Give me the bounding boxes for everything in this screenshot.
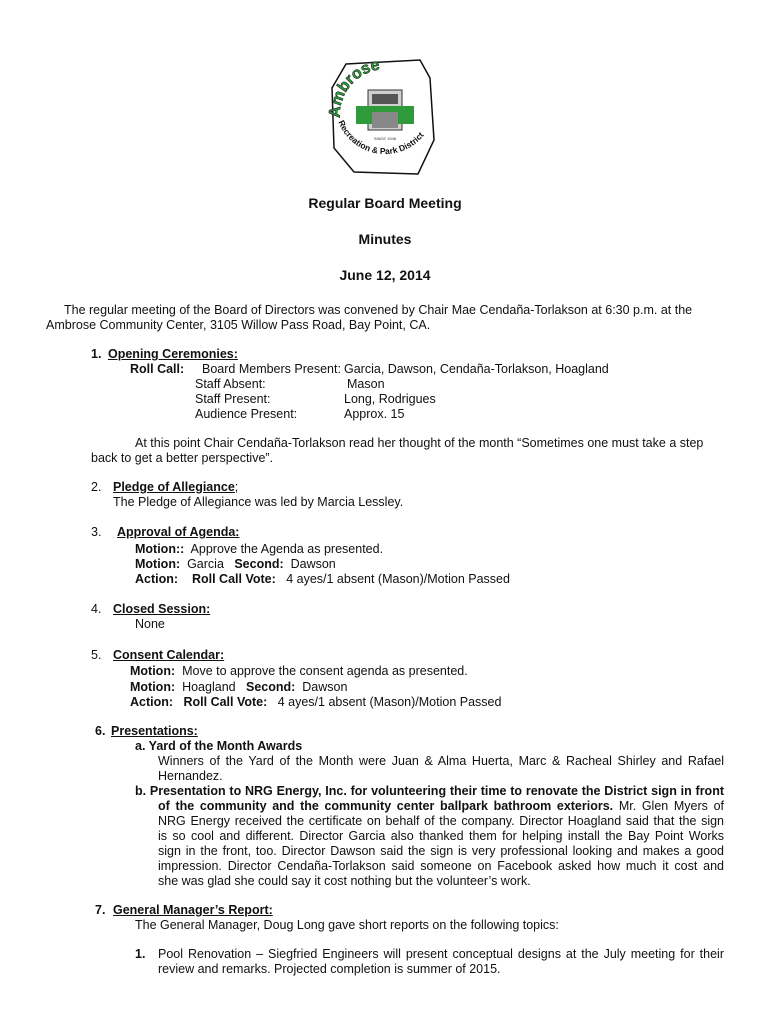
section-5-title: Consent Calendar: (113, 648, 225, 662)
yard-of-month-line-1: Winners of the Yard of the Month were Juan & Alma Huerta, Marc & Racheal Shirley and Rafael (158, 754, 724, 768)
section-7-title: General Manager’s Report: (113, 903, 273, 917)
nrg-line-6: impression. Director Cendaña-Torlakson said someone on Facebook asked how much it cost and (158, 859, 724, 873)
motion-label: Motion:: (135, 542, 185, 556)
roll-call-label-3: Staff Present: (195, 392, 271, 406)
section-4-number: 4. (91, 602, 102, 616)
roll-call-label-2: Staff Absent: (195, 377, 266, 391)
second-label: Second: (234, 557, 284, 571)
action-label: Action: (130, 695, 174, 709)
section-3-title: Approval of Agenda: (117, 525, 240, 539)
section-2-number: 2. (91, 480, 102, 494)
yard-of-month-title: a. Yard of the Month Awards (135, 739, 303, 753)
section-3-motion-2 (135, 557, 336, 572)
section-6-number: 6. (95, 724, 106, 738)
intro-line-1: The regular meeting of the Board of Directors was convened by Chair Mae Cendaña-Torlakson at 6:30 p.m. at the (64, 303, 693, 317)
nrg-line-5: sign in the front, too. Director Dawson said the sign is very professional looking and makes a good (158, 844, 724, 858)
thought-line-1: At this point Chair Cendaña-Torlakson read her thought of the month “Sometimes one must take a step (135, 436, 704, 450)
logo-graphic (326, 48, 444, 178)
nrg-line-2-bold: of the community and the community center ballpark bathroom exteriors. (158, 799, 614, 813)
gm-item-line-2: review and remarks. Projected completion is summer of 2015. (158, 962, 501, 976)
section-2-text: The Pledge of Allegiance was led by Marcia Lessley. (113, 495, 404, 509)
section-4-text: None (135, 617, 165, 631)
section-1-number: 1. (91, 347, 102, 361)
section-2-heading (113, 480, 238, 495)
roll-call-value-3: Long, Rodrigues (344, 392, 436, 406)
nrg-line-2-rest: Mr. Glen Myers of (618, 799, 724, 813)
vote-text: 4 ayes/1 absent (Mason)/Motion Passed (277, 695, 502, 709)
section-2-title: Pledge of Allegiance (113, 480, 235, 494)
section-5-motion-2 (130, 680, 347, 695)
section-3-motion-1 (135, 542, 383, 557)
roll-call-label-4: Audience Present: (195, 407, 298, 421)
section-5-motion-1 (130, 664, 468, 679)
roll-call-value-2: Mason (347, 377, 385, 391)
document-subtitle: Minutes (358, 231, 412, 247)
action-label: Action: (135, 572, 179, 586)
nrg-line-7: she was glad she could say it cost nothing but the volunteer’s work. (158, 874, 531, 888)
nrg-line-4: is so cool and different. Director Garcia also thanked them for helping install the Bay Point Works (158, 829, 724, 843)
logo-inner-text: SINCE 1946 (373, 136, 397, 141)
motion-mover: Garcia (187, 557, 224, 571)
vote-label: Roll Call Vote: (183, 695, 268, 709)
gm-item-number: 1. (135, 947, 146, 961)
section-6-title: Presentations: (111, 724, 198, 738)
gm-item-line-1: Pool Renovation – Siegfried Engineers will present conceptual designs at the July meeting for their (158, 947, 724, 961)
section-7-number: 7. (95, 903, 106, 917)
district-logo (326, 48, 444, 178)
second-label: Second: (246, 680, 296, 694)
section-4-title: Closed Session: (113, 602, 211, 616)
motion-text: Move to approve the consent agenda as presented. (182, 664, 468, 678)
intro-line-2: Ambrose Community Center, 3105 Willow Pass Road, Bay Point, CA. (46, 318, 431, 332)
section-5-number: 5. (91, 648, 102, 662)
motion-label: Motion: (135, 557, 181, 571)
second-name: Dawson (302, 680, 348, 694)
motion-label: Motion: (130, 680, 176, 694)
nrg-line-2 (158, 799, 724, 814)
meeting-date: June 12, 2014 (339, 267, 431, 283)
roll-call-value-1: Garcia, Dawson, Cendaña-Torlakson, Hoagland (344, 362, 609, 376)
yard-of-month-line-2: Hernandez. (158, 769, 223, 783)
motion-mover: Hoagland (182, 680, 236, 694)
motion-label: Motion: (130, 664, 176, 678)
nrg-presentation-title: b. Presentation to NRG Energy, Inc. for volunteering their time to renovate the District sign in front (135, 784, 724, 798)
thought-line-2: back to get a better perspective”. (91, 451, 274, 465)
vote-text: 4 ayes/1 absent (Mason)/Motion Passed (286, 572, 510, 586)
section-7-intro: The General Manager, Doug Long gave short reports on the following topics: (135, 918, 559, 932)
document-title: Regular Board Meeting (308, 195, 462, 211)
vote-label: Roll Call Vote: (191, 572, 276, 586)
nrg-line-3: NRG Energy received the certificate on behalf of the company. Director Hoagland said that the sign (158, 814, 724, 828)
roll-call-value-4: Approx. 15 (344, 407, 405, 421)
logo-bottom-text: Recreation & Park District (336, 118, 426, 157)
section-3-action (135, 572, 510, 587)
roll-call-label: Roll Call: (130, 362, 185, 376)
roll-call-label-1: Board Members Present: (202, 362, 341, 376)
logo-top-text: Ambrose (326, 56, 382, 119)
section-1-title: Opening Ceremonies: (108, 347, 238, 361)
second-name: Dawson (290, 557, 336, 571)
section-2-title-suffix: ; (234, 480, 239, 494)
section-3-number: 3. (91, 525, 102, 539)
motion-text: Approve the Agenda as presented. (190, 542, 384, 556)
section-5-action (130, 695, 501, 710)
